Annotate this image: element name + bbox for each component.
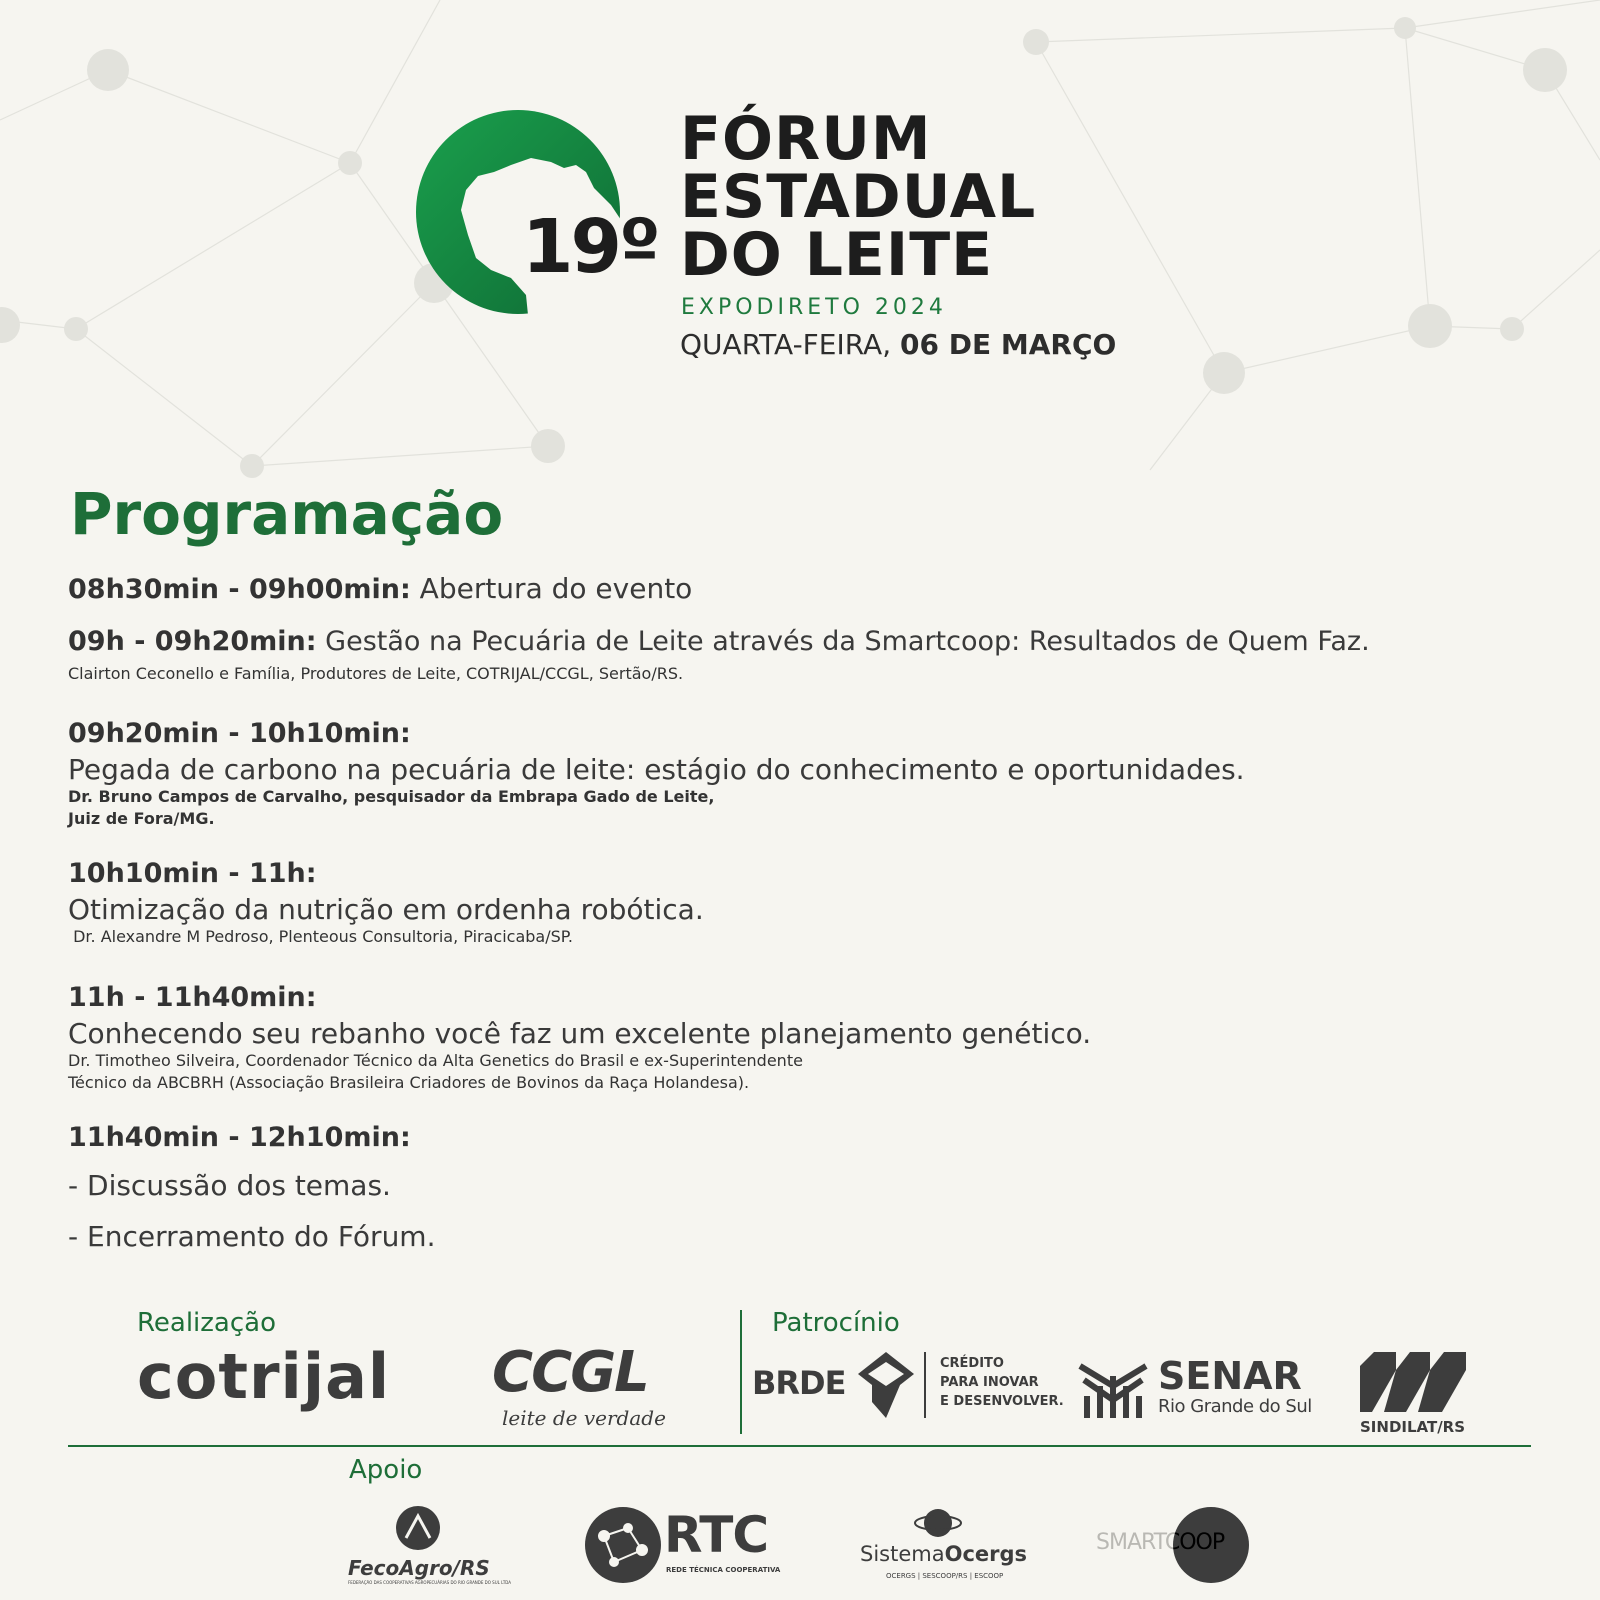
ccgl-name: CCGL [492,1340,648,1405]
item-time: 09h - 09h20min: [68,626,317,657]
ccgl-tagline: leite de verdade [502,1406,666,1430]
fecoagro-logo [348,1504,512,1585]
title-line-3: DO LEITE [680,220,994,290]
ocergs-logo [860,1506,1040,1586]
brde-tagline-line-1: CRÉDITO [940,1356,1004,1371]
item-speaker-line-1: Dr. Timotheo Silveira, Coordenador Técnico da Alta Genetics do Brasil e ex-Superintendente [68,1051,803,1070]
fecoagro-subtitle: FEDERAÇÃO DAS COOPERATIVAS AGROPECUÁRIAS DO RIO GRANDE DO SUL LTDA [348,1580,512,1585]
section-label-apoio: Apoio [349,1455,423,1485]
program-heading: Programação [70,480,504,548]
senar-logo [1078,1354,1312,1424]
item-speaker-line-2: Juiz de Fora/MG. [68,809,215,828]
title-line-2: ESTADUAL [680,162,1037,232]
ccgl-logo [488,1340,668,1430]
fecoagro-name: FecoAgro/RS [348,1556,490,1580]
ocergs-name [860,1542,1027,1566]
rtc-globe-icon [584,1506,662,1584]
footer-divider [68,1445,1531,1447]
section-label-realizacao: Realização [137,1308,276,1338]
fecoagro-emblem-icon [394,1504,442,1552]
date-day-month: 06 DE MARÇO [900,328,1117,361]
program-item-1 [68,572,1568,605]
item-time: 11h - 11h40min: [68,982,317,1013]
brde-tagline [940,1354,1064,1411]
event-subtitle: EXPODIRETO 2024 [681,295,947,320]
sindilat-name: SINDILAT/RS [1360,1418,1466,1436]
event-title [680,104,1037,290]
section-label-patrocinio: Patrocínio [772,1308,900,1338]
ocergs-name-part-1: Sistema [860,1542,945,1566]
brde-separator [924,1352,926,1418]
item-topic: Otimização da nutrição em ordenha robótica. [68,893,704,926]
program-item-3 [68,718,1568,830]
item-topic: Pegada de carbono na pecuária de leite: estágio do conhecimento e oportunidades. [68,753,1245,786]
senar-name: SENAR [1158,1354,1302,1398]
item-speaker-line-2: Técnico da ABCBRH (Associação Brasileira Criadores de Bovinos da Raça Holandesa). [68,1073,750,1092]
sindilat-logo [1360,1352,1470,1436]
program-item-5 [68,982,1568,1094]
item-topic: Conhecendo seu rebanho você faz um excelente planejamento genético. [68,1017,1092,1050]
date-weekday: QUARTA-FEIRA, [680,328,901,361]
edition-number: 19º [522,204,658,290]
item-bullet-2: - Encerramento do Fórum. [68,1220,436,1253]
rtc-subtitle: REDE TÉCNICA COOPERATIVA [666,1566,781,1574]
ocergs-name-part-2: Ocergs [944,1542,1028,1566]
item-time: 08h30min - 09h00min: [68,574,411,605]
ocergs-subtitle: OCERGS | SESCOOP/RS | ESCOOP [886,1572,1004,1580]
item-bullet-1: - Discussão dos temas. [68,1169,391,1202]
program-item-4 [68,858,1568,948]
brde-logo [752,1352,1062,1422]
sponsor-divider [740,1310,742,1434]
event-date [680,328,1116,361]
program-item-2 [68,626,1568,685]
senar-subtitle: Rio Grande do Sul [1158,1396,1312,1417]
program-item-6 [68,1122,1568,1253]
item-speaker: Clairton Ceconello e Família, Produtores de Leite, COTRIJAL/CCGL, Sertão/RS. [68,664,684,683]
smartcoop-name: SMARTCOOP [1096,1530,1225,1555]
brde-tagline-line-3: E DESENVOLVER. [940,1394,1064,1409]
item-topic: Abertura do evento [410,572,693,605]
rtc-logo [584,1506,784,1586]
brde-tagline-line-2: PARA INOVAR [940,1375,1039,1390]
ocergs-emblem-icon [914,1506,962,1540]
item-time: 11h40min - 12h10min: [68,1122,411,1153]
brde-name: BRDE [752,1364,846,1402]
brde-diamond-icon [858,1352,914,1418]
senar-wheat-icon [1078,1356,1148,1420]
title-line-1: FÓRUM [680,104,932,174]
item-speaker-line-1: Dr. Bruno Campos de Carvalho, pesquisador da Embrapa Gado de Leite, [68,787,715,806]
rtc-name: RTC [664,1506,769,1564]
item-topic: Gestão na Pecuária de Leite através da Smartcoop: Resultados de Quem Faz. [316,626,1370,657]
item-time: 10h10min - 11h: [68,858,317,889]
cotrijal-logo: cotrijal [137,1340,391,1413]
item-time: 09h20min - 10h10min: [68,718,411,749]
sindilat-mark-icon [1360,1352,1466,1412]
item-speaker: Dr. Alexandre M Pedroso, Plenteous Consultoria, Piracicaba/SP. [68,927,573,946]
smartcoop-logo [1094,1506,1254,1584]
